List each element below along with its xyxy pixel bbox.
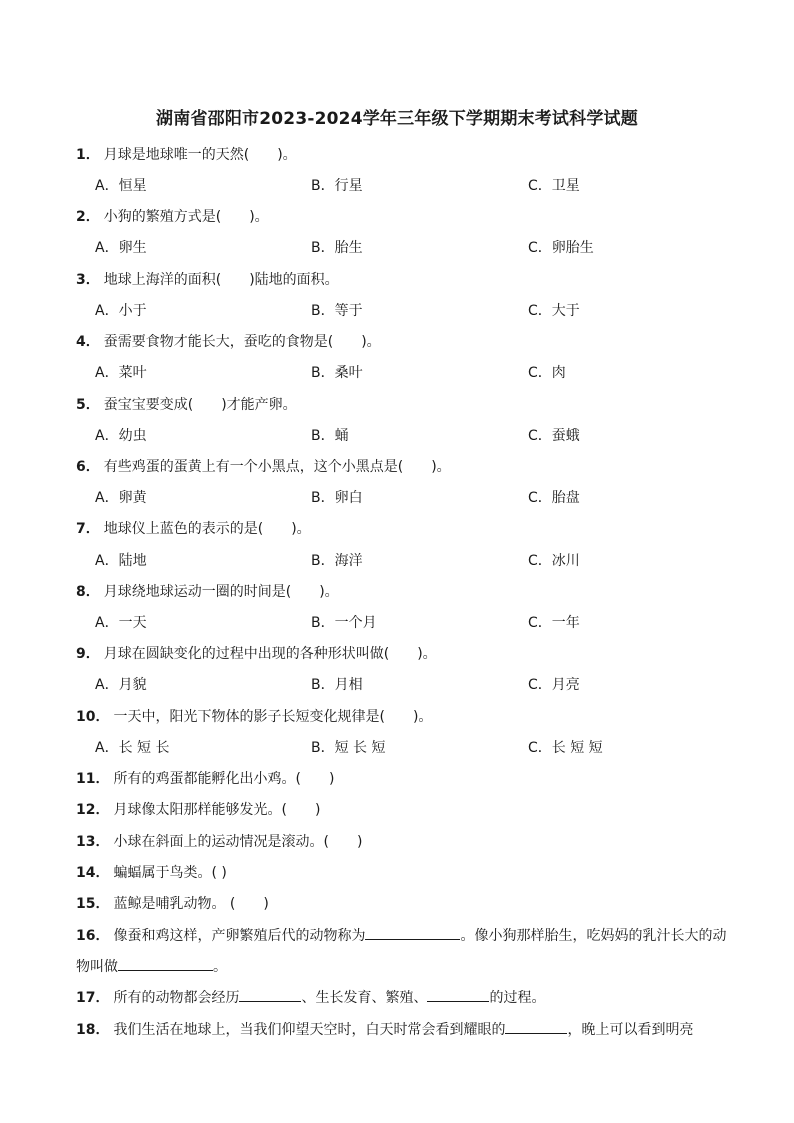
- option-b: B．月相: [311, 677, 363, 693]
- question-number: 7．: [76, 521, 100, 537]
- question-text: 我们生活在地球上，当我们仰望天空时，白天时常会看到耀眼的: [113, 1022, 506, 1038]
- question-3: [76, 270, 794, 290]
- question-text: 月球在圆缺变化的过程中出现的各种形状叫做( )。: [103, 646, 437, 662]
- option-c: C．长 短 短: [528, 740, 603, 756]
- question-number: 1．: [76, 147, 100, 163]
- question-7: [76, 519, 794, 539]
- question-2: [76, 207, 794, 227]
- question-16: [76, 925, 794, 946]
- option-a: A．幼虫: [95, 428, 147, 444]
- question-18: [76, 1019, 794, 1040]
- question-text: 蝙蝠属于鸟类。( ): [113, 865, 227, 881]
- question-text: 像蚕和鸡这样，产卵繁殖后代的动物称为: [113, 928, 366, 944]
- question-number: 2．: [76, 209, 100, 225]
- question-5: [76, 395, 794, 415]
- question-number: 10．: [76, 709, 110, 725]
- question-text: 月球绕地球运动一圈的时间是( )。: [103, 584, 339, 600]
- question-11: [76, 769, 794, 789]
- question-8: [76, 582, 794, 602]
- question-number: 12．: [76, 802, 110, 818]
- question-16-line2: [76, 956, 794, 977]
- option-c: C．一年: [528, 615, 580, 631]
- question-number: 5．: [76, 397, 100, 413]
- question-text: 蚕需要食物才能长大，蚕吃的食物是( )。: [103, 334, 381, 350]
- question-4: [76, 332, 794, 352]
- question-9: [76, 644, 794, 664]
- question-number: 8．: [76, 584, 100, 600]
- answer-blank[interactable]: [239, 987, 301, 1002]
- question-text: 月球是地球唯一的天然( )。: [103, 147, 297, 163]
- option-a: A．卵生: [95, 240, 147, 256]
- question-text: 月球像太阳那样能够发光。( ): [113, 802, 321, 818]
- option-a: A．卵黄: [95, 490, 147, 506]
- answer-blank[interactable]: [118, 956, 213, 971]
- option-b: B．蛹: [311, 428, 349, 444]
- question-number: 6．: [76, 459, 100, 475]
- option-c: C．肉: [528, 365, 566, 381]
- option-c: C．卵胎生: [528, 240, 594, 256]
- option-b: B．一个月: [311, 615, 377, 631]
- option-c: C．月亮: [528, 677, 580, 693]
- question-number: 18．: [76, 1022, 110, 1038]
- answer-blank[interactable]: [505, 1019, 567, 1034]
- option-c: C．卫星: [528, 178, 580, 194]
- option-b: B．卵白: [311, 490, 363, 506]
- question-number: 4．: [76, 334, 100, 350]
- question-text: 有些鸡蛋的蛋黄上有一个小黑点，这个小黑点是( )。: [103, 459, 451, 475]
- question-text: 蓝鲸是哺乳动物。 ( ): [113, 896, 269, 912]
- answer-blank[interactable]: [427, 987, 489, 1002]
- question-number: 16．: [76, 928, 110, 944]
- question-15: [76, 894, 794, 914]
- option-a: A．恒星: [95, 178, 147, 194]
- answer-blank[interactable]: [365, 925, 460, 940]
- question-6: [76, 457, 794, 477]
- option-b: B．胎生: [311, 240, 363, 256]
- question-number: 3．: [76, 272, 100, 288]
- option-a: A．一天: [95, 615, 147, 631]
- question-text: 的过程。: [489, 990, 546, 1006]
- question-number: 14．: [76, 865, 110, 881]
- question-text: 地球仪上蓝色的表示的是( )。: [103, 521, 311, 537]
- option-a: A．小于: [95, 303, 147, 319]
- option-c: C．冰川: [528, 553, 580, 569]
- exam-title: 湖南省邵阳市2023-2024学年三年级下学期期末考试科学试题: [156, 109, 638, 129]
- option-c: C．蚕蛾: [528, 428, 580, 444]
- question-text: 所有的鸡蛋都能孵化出小鸡。( ): [113, 771, 335, 787]
- option-a: A．月貌: [95, 677, 147, 693]
- question-number: 17．: [76, 990, 110, 1006]
- question-text: 地球上海洋的面积( )陆地的面积。: [103, 272, 339, 288]
- option-b: B．海洋: [311, 553, 363, 569]
- question-14: [76, 863, 794, 883]
- question-text: 、生长发育、繁殖、: [301, 990, 428, 1006]
- option-c: C．胎盘: [528, 490, 580, 506]
- question-1: [76, 145, 794, 165]
- option-c: C．大于: [528, 303, 580, 319]
- question-text: 蚕宝宝要变成( )才能产卵。: [103, 397, 297, 413]
- question-text: ，晚上可以看到明亮: [567, 1022, 694, 1038]
- option-b: B．等于: [311, 303, 363, 319]
- option-b: B．桑叶: [311, 365, 363, 381]
- option-a: A．陆地: [95, 553, 147, 569]
- option-b: B．行星: [311, 178, 363, 194]
- question-text: 一天中，阳光下物体的影子长短变化规律是( )。: [113, 709, 433, 725]
- question-12: [76, 800, 794, 820]
- question-number: 9．: [76, 646, 100, 662]
- question-text: 小球在斜面上的运动情况是滚动。( ): [113, 834, 363, 850]
- option-a: A．长 短 长: [95, 740, 170, 756]
- question-text: 。像小狗那样胎生，吃妈妈的乳汁长大的动: [460, 928, 727, 944]
- question-17: [76, 987, 794, 1008]
- question-number: 15．: [76, 896, 110, 912]
- question-number: 13．: [76, 834, 110, 850]
- question-text: 小狗的繁殖方式是( )。: [103, 209, 269, 225]
- question-text: 所有的动物都会经历: [113, 990, 240, 1006]
- question-10: [76, 707, 794, 727]
- option-a: A．菜叶: [95, 365, 147, 381]
- question-number: 11．: [76, 771, 110, 787]
- question-text: 。: [213, 959, 227, 975]
- option-b: B．短 长 短: [311, 740, 386, 756]
- question-text: 物叫做: [76, 959, 118, 975]
- question-13: [76, 832, 794, 852]
